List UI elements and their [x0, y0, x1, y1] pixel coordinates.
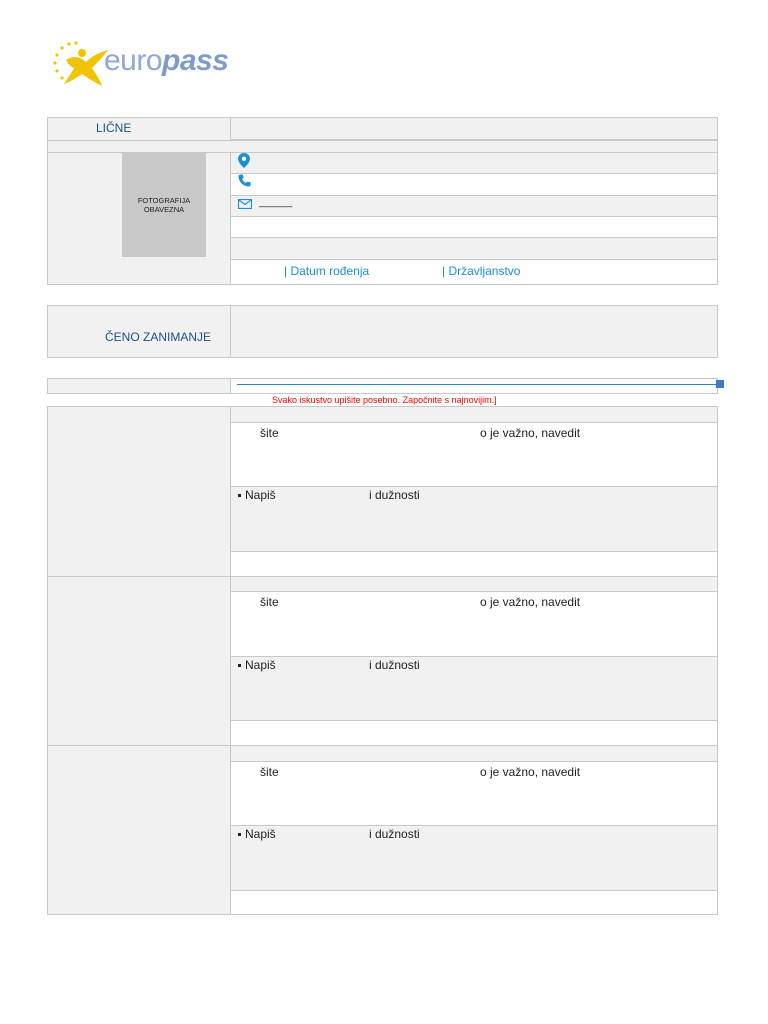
experience-entry-employer-row[interactable] [230, 591, 718, 657]
experience-entry-date-cell[interactable] [47, 576, 231, 746]
experience-heading-right [230, 378, 718, 394]
phone-icon [238, 174, 251, 187]
experience-entry-text-right: o je važno, navedit [480, 595, 581, 609]
occupation-value[interactable] [230, 305, 718, 358]
im-row[interactable] [230, 237, 718, 260]
email-icon [238, 199, 252, 209]
experience-entry-header-row[interactable] [230, 745, 718, 762]
web-row[interactable] [230, 216, 718, 238]
email-row[interactable] [230, 195, 718, 217]
personal-info-header-value [230, 117, 718, 140]
experience-instruction: Svako iskustvo upišite posebno. Započnite s najnovijim.] [272, 395, 497, 405]
location-pin-icon [238, 153, 250, 168]
phone-row[interactable] [230, 173, 718, 196]
experience-entry-text-right: o je važno, navedit [480, 765, 581, 779]
experience-divider-end [716, 380, 724, 388]
bullet-icon [238, 664, 241, 667]
experience-entry-text-left: šite [260, 426, 279, 440]
experience-entry-bullet: Napiš [238, 658, 276, 672]
citizenship-label[interactable]: | Državljanstvo [442, 264, 521, 278]
birth-date-label[interactable]: | Datum rođenja [284, 264, 370, 278]
experience-entry-header-row[interactable] [230, 576, 718, 592]
address-row[interactable] [230, 152, 718, 174]
experience-entry-text-left: šite [260, 595, 279, 609]
experience-heading-left [47, 378, 231, 394]
experience-entry-bullet: Napiš [238, 488, 276, 502]
bullet-icon [238, 494, 241, 497]
experience-entry-date-cell[interactable] [47, 406, 231, 577]
experience-entry-sector-row[interactable] [230, 551, 718, 577]
experience-entry-employer-row[interactable] [230, 761, 718, 826]
experience-entry-duties-row[interactable] [230, 486, 718, 552]
experience-entry-bullet: Napiš [238, 827, 276, 841]
occupation-heading: ČENO ZANIMANJE [105, 330, 212, 344]
experience-entry-header-row[interactable] [230, 406, 718, 423]
logo-wordmark: europass [104, 44, 229, 77]
experience-entry-sector-row[interactable] [230, 890, 718, 915]
experience-entry-duties-label: i dužnosti [369, 827, 420, 841]
experience-divider-line [237, 384, 717, 385]
experience-entry-text-left: šite [260, 765, 279, 779]
experience-entry-text-right: o je važno, navedit [480, 426, 581, 440]
experience-entry-duties-label: i dužnosti [369, 488, 420, 502]
experience-entry-duties-row[interactable] [230, 656, 718, 721]
photo-placeholder[interactable]: FOTOGRAFIJA OBAVEZNA [122, 153, 206, 257]
experience-entry-sector-row[interactable] [230, 720, 718, 746]
bullet-icon [238, 833, 241, 836]
experience-entry-date-cell[interactable] [47, 745, 231, 915]
experience-entry-duties-label: i dužnosti [369, 658, 420, 672]
email-value: ______ [259, 197, 293, 208]
europass-logo-icon [52, 38, 112, 90]
experience-entry-duties-row[interactable] [230, 825, 718, 891]
personal-info-heading: LIČNE [96, 121, 132, 135]
experience-entry-employer-row[interactable] [230, 422, 718, 487]
